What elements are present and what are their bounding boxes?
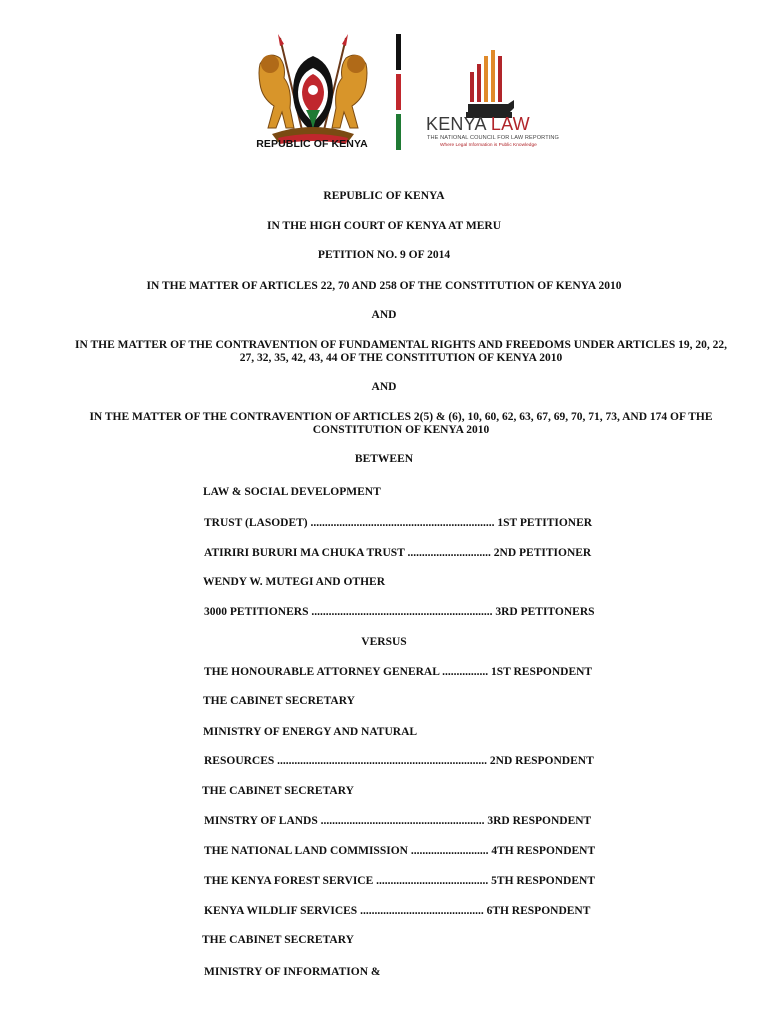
petitioner-3-line-1: WENDY W. MUTEGI AND OTHER <box>203 576 386 588</box>
respondent-2-line-3: RESOURCES ......................................................................... 2ND RESPONDENT <box>204 755 594 767</box>
and-separator-1: AND <box>371 309 397 321</box>
header-logos <box>0 28 768 158</box>
respondent-7-line-1: THE CABINET SECRETARY <box>202 934 354 946</box>
respondent-6: KENYA WILDLIF SERVICES ........................................... 6TH RESPONDENT <box>204 905 591 917</box>
respondent-4: THE NATIONAL LAND COMMISSION ........................... 4TH RESPONDENT <box>204 845 596 857</box>
flag-colors-divider <box>396 34 401 150</box>
matter-contravention-articles: IN THE MATTER OF THE CONTRAVENTION OF ARTICLES 2(5) & (6), 10, 60, 62, 63, 67, 69, 70, 71, 73, AND 174 OF THE CONSTITUTION OF KENYA 2010 <box>89 411 713 436</box>
coat-of-arms-caption: REPUBLIC OF KENYA <box>256 138 368 150</box>
petitioner-1-line-1: LAW & SOCIAL DEVELOPMENT <box>203 486 381 498</box>
kenya-law-tagline: Where Legal Information is Public Knowledge <box>440 143 537 148</box>
petitioner-1-line-2: TRUST (LASODET) ................................................................ 1ST PETITIONER <box>204 517 593 529</box>
matter-fundamental-rights: IN THE MATTER OF THE CONTRAVENTION OF FUNDAMENTAL RIGHTS AND FREEDOMS UNDER ARTICLES 19, 20, 22, 27, 32, 35, 42, 43, 44 OF THE CONSTITUTION OF KENYA 2010 <box>75 339 727 364</box>
respondent-5: THE KENYA FOREST SERVICE ....................................... 5TH RESPONDENT <box>204 875 595 887</box>
and-separator-2: AND <box>371 381 397 393</box>
respondent-2-line-2: MINISTRY OF ENERGY AND NATURAL <box>203 726 418 738</box>
kenya-law-title-kenya: KENYA <box>426 114 491 134</box>
kenya-law-columns-icon <box>464 46 524 124</box>
respondent-2-line-1: THE CABINET SECRETARY <box>203 695 355 707</box>
court-heading: IN THE HIGH COURT OF KENYA AT MERU <box>266 220 501 232</box>
respondent-3-line-2: MINSTRY OF LANDS ......................................................... 3RD RESPONDENT <box>204 815 592 827</box>
kenya-law-subtitle: THE NATIONAL COUNCIL FOR LAW REPORTING <box>427 135 559 141</box>
petition-number: PETITION NO. 9 OF 2014 <box>317 249 451 261</box>
kenya-law-title-law: LAW <box>490 114 530 134</box>
respondent-1: THE HONOURABLE ATTORNEY GENERAL ................ 1ST RESPONDENT <box>204 666 593 678</box>
matter-articles: IN THE MATTER OF ARTICLES 22, 70 AND 258 OF THE CONSTITUTION OF KENYA 2010 <box>146 280 622 292</box>
kenya-law-title <box>426 114 530 135</box>
respondent-7-line-2: MINISTRY OF INFORMATION & <box>204 966 381 978</box>
versus-heading: VERSUS <box>361 636 407 648</box>
petitioner-3-line-2: 3000 PETITIONERS ............................................................... 3RD PETITONERS <box>204 606 595 618</box>
between-heading: BETWEEN <box>354 453 414 465</box>
republic-heading: REPUBLIC OF KENYA <box>323 190 445 202</box>
petitioner-2: ATIRIRI BURURI MA CHUKA TRUST ............................. 2ND PETITIONER <box>204 547 592 559</box>
respondent-3-line-1: THE CABINET SECRETARY <box>202 785 354 797</box>
